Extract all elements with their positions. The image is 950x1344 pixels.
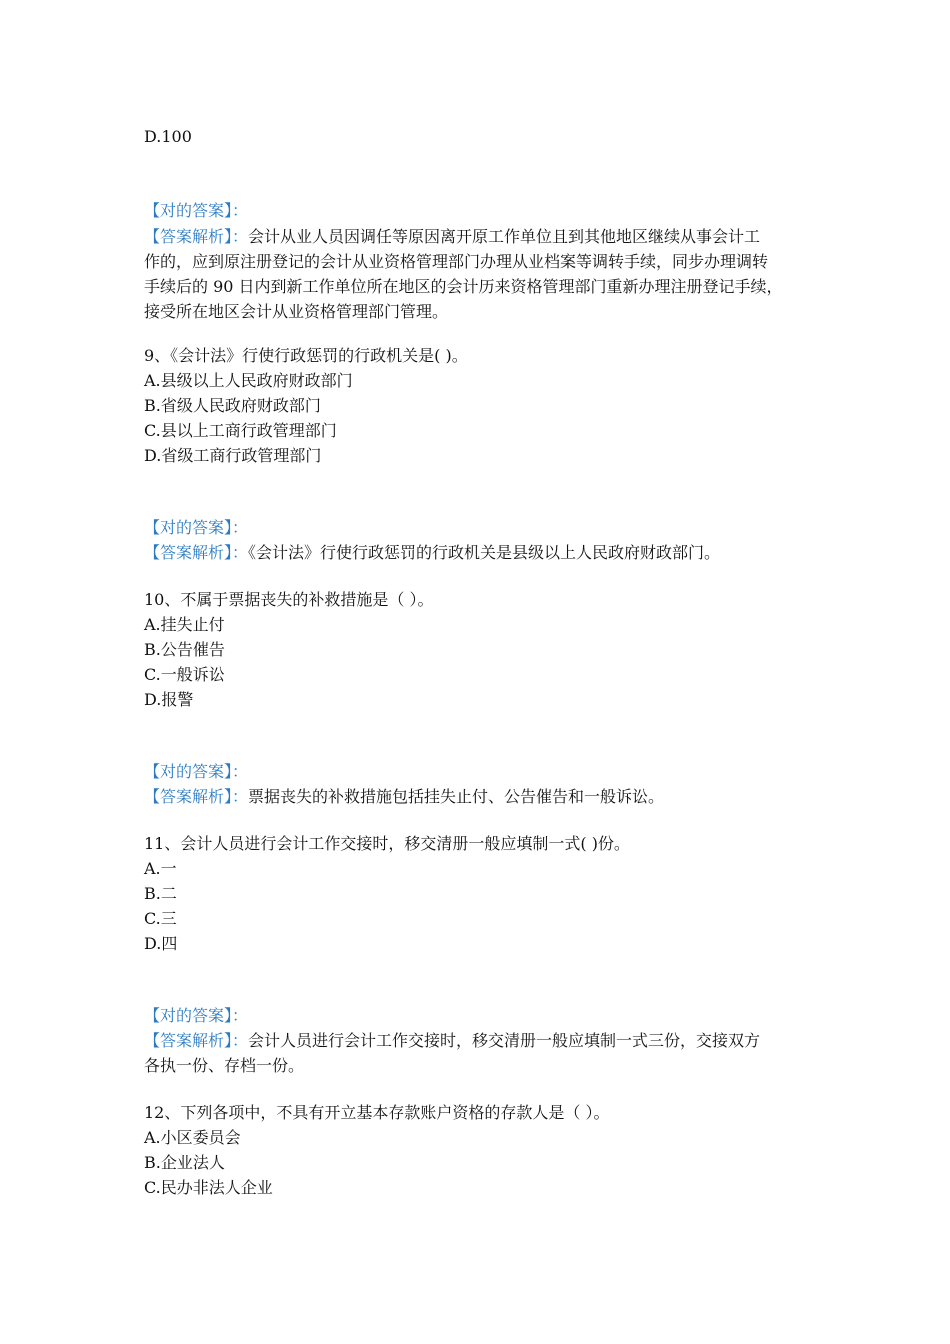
question-option: A.县级以上人民政府财政部门 bbox=[144, 371, 353, 390]
question-option: C.一般诉讼 bbox=[144, 665, 225, 684]
question-option: D.省级工商行政管理部门 bbox=[144, 446, 322, 465]
analysis-text: 会计人员进行会计工作交接时，移交清册一般应填制一式三份，交接双方 bbox=[248, 1031, 761, 1050]
question-option: D.报警 bbox=[144, 690, 194, 709]
question-option: A.挂失止付 bbox=[144, 615, 225, 634]
prev-option-d: D.100 bbox=[144, 127, 192, 146]
analysis-text: 手续后的 90 日内到新工作单位所在地区的会计历来资格管理部门重新办理注册登记手续， bbox=[144, 277, 783, 296]
question-option: C.民办非法人企业 bbox=[144, 1178, 273, 1197]
analysis-text: 作的，应到原注册登记的会计从业资格管理部门办理从业档案等调转手续，同步办理调转 bbox=[144, 252, 769, 271]
answer-label: 【对的答案】： bbox=[144, 762, 249, 781]
answer-label: 【对的答案】： bbox=[144, 1006, 249, 1025]
question-stem: 11、会计人员进行会计工作交接时，移交清册一般应填制一式( )份。 bbox=[144, 834, 630, 853]
analysis-line bbox=[144, 224, 804, 249]
analysis-line bbox=[144, 540, 804, 565]
question-stem: 12、下列各项中，不具有开立基本存款账户资格的存款人是（ ）。 bbox=[144, 1103, 610, 1122]
analysis-label: 【答案解析】： bbox=[144, 227, 249, 246]
correct-answer-line bbox=[144, 515, 804, 540]
analysis-label: 【答案解析】： bbox=[144, 787, 249, 806]
analysis-text: 会计从业人员因调任等原因离开原工作单位且到其他地区继续从事会计工 bbox=[248, 227, 761, 246]
correct-answer-line bbox=[144, 198, 804, 223]
question-stem: 9、《会计法》行使行政惩罚的行政机关是( )。 bbox=[144, 346, 468, 365]
question-option: C.三 bbox=[144, 909, 177, 928]
analysis-text: 《会计法》行使行政惩罚的行政机关是县级以上人民政府财政部门。 bbox=[248, 543, 721, 562]
analysis-line bbox=[144, 1028, 804, 1053]
question-option: B.企业法人 bbox=[144, 1153, 225, 1172]
question-option: B.公告催告 bbox=[144, 640, 225, 659]
analysis-line bbox=[144, 784, 804, 809]
correct-answer-line bbox=[144, 1003, 804, 1028]
question-stem: 10、不属于票据丧失的补救措施是（ ）。 bbox=[144, 590, 434, 609]
analysis-text: 各执一份、存档一份。 bbox=[144, 1056, 305, 1075]
correct-answer-line bbox=[144, 759, 804, 784]
question-option: A.一 bbox=[144, 859, 177, 878]
question-option: C.县以上工商行政管理部门 bbox=[144, 421, 337, 440]
analysis-text: 票据丧失的补救措施包括挂失止付、公告催告和一般诉讼。 bbox=[248, 787, 665, 806]
analysis-label: 【答案解析】： bbox=[144, 1031, 249, 1050]
analysis-text: 接受所在地区会计从业资格管理部门管理。 bbox=[144, 302, 449, 321]
answer-label: 【对的答案】： bbox=[144, 201, 249, 220]
question-option: D.四 bbox=[144, 934, 178, 953]
analysis-label: 【答案解析】： bbox=[144, 543, 249, 562]
question-option: A.小区委员会 bbox=[144, 1128, 241, 1147]
question-option: B.二 bbox=[144, 884, 177, 903]
question-option: B.省级人民政府财政部门 bbox=[144, 396, 321, 415]
answer-label: 【对的答案】： bbox=[144, 518, 249, 537]
